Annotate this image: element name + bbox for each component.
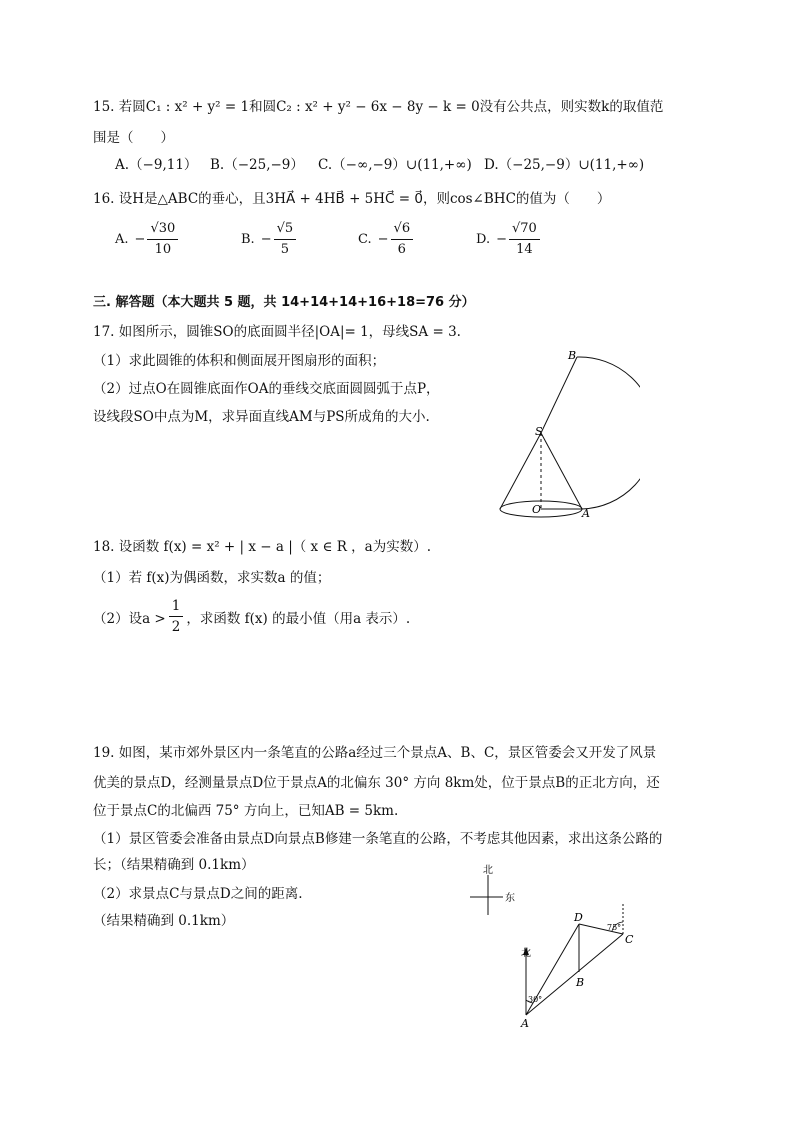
q17-line-2: （1）求此圆锥的体积和侧面展开图扇形的面积； (93, 353, 386, 369)
q15-option-b: B.（−25,−9） (210, 157, 304, 173)
q18-fraction-denominator: 2 (171, 619, 181, 635)
q17-line-1: 17. 如图所示，圆锥SO的底面圆半径|OA|= 1，母线SA = 3. (93, 324, 461, 340)
q16-option-a-sign: − (134, 232, 146, 247)
compass-north-label: 北 (483, 865, 493, 876)
section-heading: 三. 解答题（本大题共 5 题，共 14+14+14+16+18=76 分） (93, 295, 475, 310)
label-a: A (582, 507, 590, 520)
q16-option-d-sign: − (496, 232, 507, 247)
cone-figure (495, 345, 640, 525)
q16-option-d-numerator: √70 (509, 221, 540, 240)
q15-line-1: 15. 若圆C₁ : x² + y² = 1和圆C₂ : x² + y² − 6x − 8y − k = 0没有公共点，则实数k的取值范 (93, 99, 664, 115)
q16-option-d (476, 221, 540, 258)
q16-option-b-label: B. (241, 232, 255, 247)
label-o: O (532, 503, 542, 516)
label-b: B (568, 349, 577, 362)
label-c: C (625, 933, 634, 946)
q16-line-1: 16. 设H是△ABC的垂心，且3HA⃗ + 4HB⃗ + 5HC⃗ = 0⃗，则cos∠BHC的值为（ ） (93, 191, 611, 207)
q16-option-a-label: A. (115, 232, 129, 247)
angle-75-label: 75° (607, 923, 622, 932)
q18-line-1: 18. 设函数 f(x) = x² + | x − a |（ x ∈ R ，a为实数）. (93, 539, 432, 555)
q16-option-c-numerator: √6 (391, 221, 414, 240)
line-sb (541, 357, 577, 433)
q16-option-c-denominator: 6 (397, 242, 406, 257)
q19-line-4: （1）景区管委会准备由景点D向景点B修建一条笔直的公路，不考虑其他因素，求出这条公路的 (93, 831, 663, 847)
q15-option-d: D.（−25,−9）∪(11,+∞) (484, 157, 645, 173)
q19-line-3: 位于景点C的北偏西 75° 方向上，已知AB = 5km. (93, 803, 399, 819)
label-a-spot: A (521, 1017, 529, 1030)
q18-line-2: （1）若 f(x)为偶函数，求实数a 的值； (93, 570, 331, 586)
label-d: D (574, 911, 583, 924)
q16-option-a-denominator: 10 (154, 242, 172, 257)
q19-line-7: （结果精确到 0.1km） (93, 913, 235, 929)
label-b-spot: B (576, 976, 585, 989)
scenic-spots-figure (505, 900, 645, 1030)
q19-line-6: （2）求景点C与景点D之间的距离. (93, 886, 303, 902)
q17-line-4: 设线段SO中点为M，求异面直线AM与PS所成角的大小. (93, 409, 430, 425)
q19-line-1: 19. 如图，某市郊外景区内一条笔直的公路a经过三个景点A、B、C，景区管委会又开发了风景 (93, 745, 657, 761)
q15-option-a: A.（−9,11） (115, 157, 198, 173)
q17-line-3: （2）过点O在圆锥底面作OA的垂线交底面圆圆弧于点P， (93, 381, 440, 397)
q19-line-2: 优美的景点D，经测量景点D位于景点A的北偏东 30° 方向 8km处，位于景点B的正北方向，还 (93, 775, 660, 791)
q18-line-3-suffix: ，求函数 f(x) 的最小值（用a 表示）. (186, 610, 411, 627)
north-label-at-a: 北 (521, 948, 531, 959)
q16-option-b-denominator: 5 (280, 242, 290, 257)
q16-option-d-label: D. (476, 232, 491, 247)
q16-option-b-numerator: √5 (274, 221, 297, 240)
q16-option-a (115, 221, 178, 258)
q16-option-c (358, 221, 413, 258)
q18-line-3 (93, 598, 410, 635)
sector-arc (577, 357, 640, 509)
q16-option-b-sign: − (260, 232, 272, 247)
q19-line-5: 长；（结果精确到 0.1km） (93, 857, 255, 873)
q16-option-c-sign: − (377, 232, 389, 247)
q16-option-d-denominator: 14 (516, 242, 533, 257)
q15-option-c: C.（−∞,−9）∪(11,+∞) (318, 157, 472, 173)
q18-line-3-prefix: （2）设a > (93, 610, 166, 627)
q15-line-2: 围是（ ） (93, 130, 174, 146)
q16-option-a-numerator: √30 (147, 221, 178, 240)
cone-right-generatrix (541, 433, 582, 509)
q18-fraction-numerator: 1 (169, 598, 184, 617)
angle-30-label: 30° (528, 995, 543, 1004)
cone-left-generatrix (500, 433, 541, 509)
compass-east-label: 东 (505, 893, 515, 904)
q16-option-c-label: C. (358, 232, 372, 247)
q16-option-b (241, 221, 296, 258)
label-s: S (535, 425, 543, 438)
